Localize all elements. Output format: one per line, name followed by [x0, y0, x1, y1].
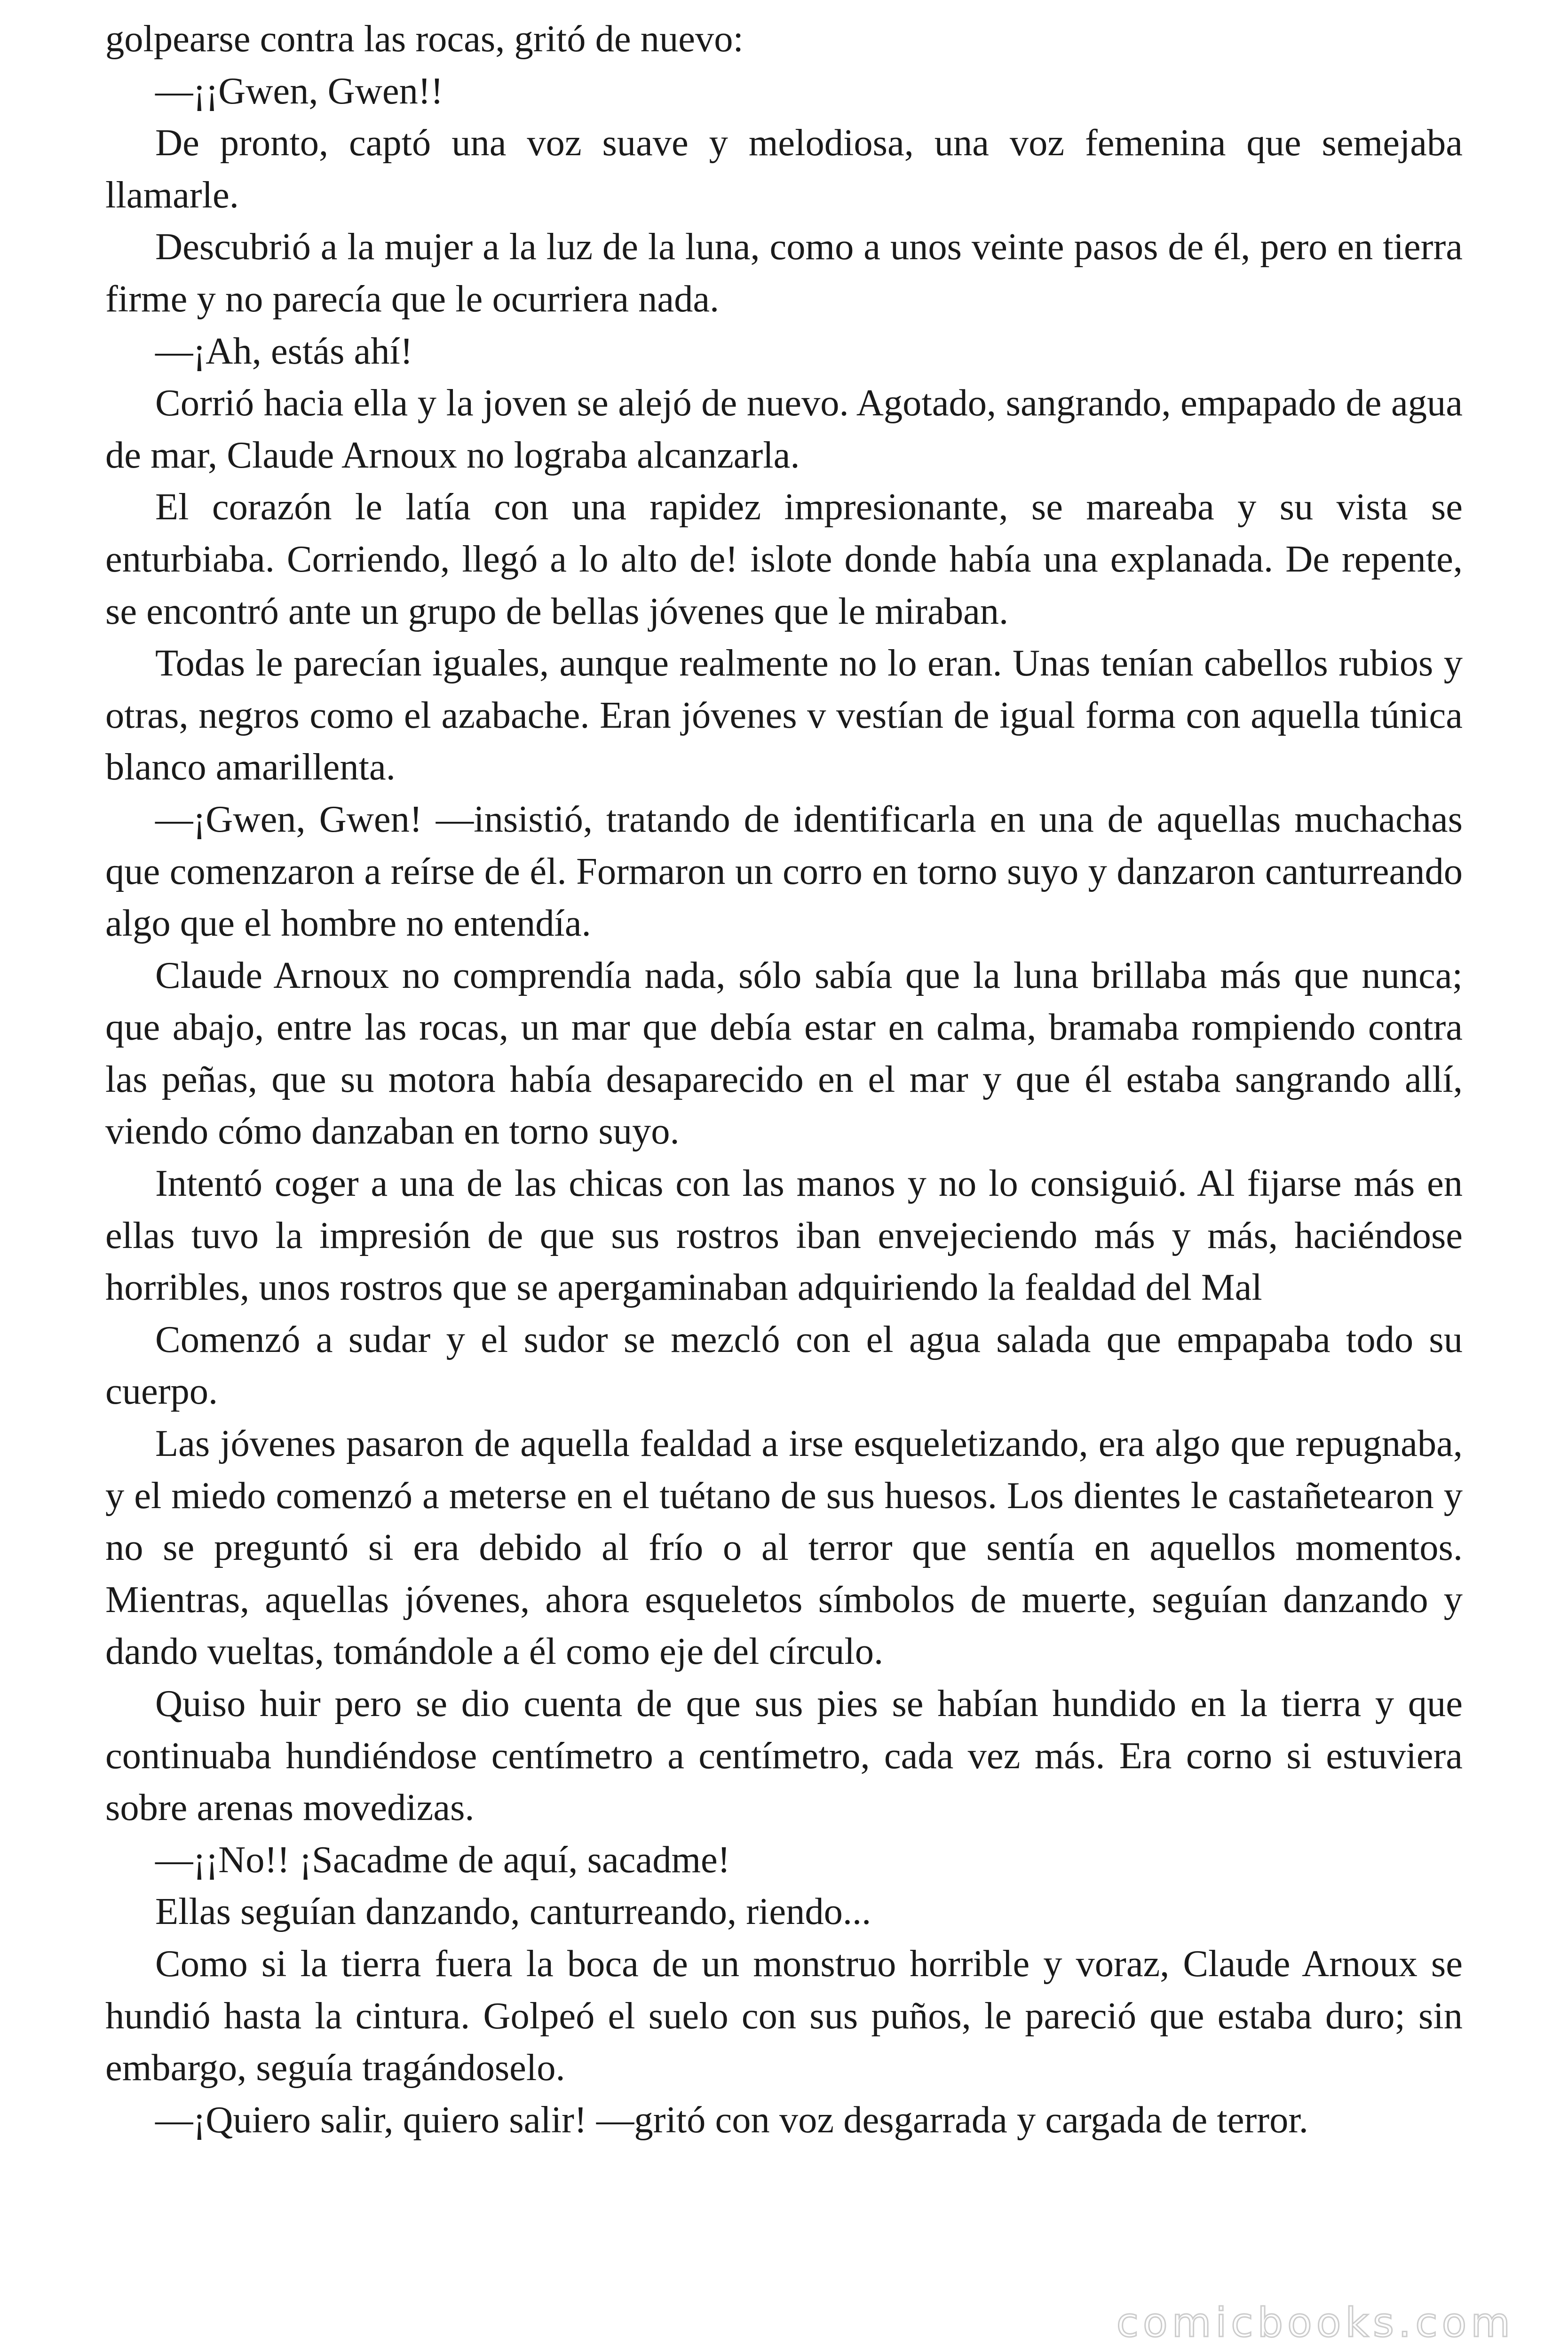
paragraph-1: golpearse contra las rocas, gritó de nuevo:	[105, 18, 744, 60]
paragraph-17: Como si la tierra fuera la boca de un monstruo horrible y voraz, Claude Arnoux se hundió hasta la cintura. Golpeó el suelo con sus puños, le pareció que estaba duro; sin embargo, seguía tragándoselo.	[105, 1942, 1463, 2089]
paragraph-15: —¡¡No!! ¡Sacadme de aquí, sacadme!	[155, 1838, 730, 1881]
paragraph-7: El corazón le latía con una rapidez impresionante, se mareaba y su vista se enturbiaba. Corriendo, llegó a lo alto de! islote donde había una explanada. De repente, se encontró ante un grupo de bellas jóvenes que le miraban.	[105, 486, 1463, 632]
paragraph-13: Las jóvenes pasaron de aquella fealdad a irse esqueletizando, era algo que repugnaba, y el miedo comenzó a meterse en el tuétano de sus huesos. Los dientes le castañetearon y no se preguntó si era debido al frío o al terror que sentía en aquellos momentos. Mientras, aquellas jóvenes, ahora esqueletos símbolos de muerte, seguían danzando y dando vueltas, tomándole a él como eje del círculo.	[105, 1422, 1463, 1673]
paragraph-14: Quiso huir pero se dio cuenta de que sus pies se habían hundido en la tierra y que continuaba hundiéndose centímetro a centímetro, cada vez más. Era corno si estuviera sobre arenas movedizas.	[105, 1683, 1463, 1829]
watermark: comicbooks.com	[1116, 2299, 1514, 2346]
paragraph-6: Corrió hacia ella y la joven se alejó de nuevo. Agotado, sangrando, empapado de agua de mar, Claude Arnoux no lograba alcanzarla.	[105, 382, 1463, 476]
paragraph-2: —¡¡Gwen, Gwen!!	[155, 70, 443, 112]
paragraph-3: De pronto, captó una voz suave y melodiosa, una voz femenina que semejaba llamarle.	[105, 122, 1463, 216]
page-body	[105, 13, 1463, 2146]
paragraph-16: Ellas seguían danzando, canturreando, riendo...	[155, 1891, 871, 1933]
paragraph-9: —¡Gwen, Gwen! —insistió, tratando de identificarla en una de aquellas muchachas que comenzaron a reírse de él. Formaron un corro en torno suyo y danzaron canturreando algo que el hombre no entendía.	[105, 798, 1463, 945]
paragraph-8: Todas le parecían iguales, aunque realmente no lo eran. Unas tenían cabellos rubios y otras, negros como el azabache. Eran jóvenes v vestían de igual forma con aquella túnica blanco amarillenta.	[105, 642, 1463, 788]
paragraph-18: —¡Quiero salir, quiero salir! —gritó con voz desgarrada y cargada de terror.	[155, 2098, 1308, 2141]
paragraph-12: Comenzó a sudar y el sudor se mezcló con el agua salada que empapaba todo su cuerpo.	[105, 1318, 1463, 1413]
paragraph-11: Intentó coger a una de las chicas con las manos y no lo consiguió. Al fijarse más en ellas tuvo la impresión de que sus rostros iban envejeciendo más y más, haciéndose horribles, unos rostros que se apergaminaban adquiriendo la fealdad del Mal	[105, 1162, 1463, 1309]
paragraph-5: —¡Ah, estás ahí!	[155, 330, 413, 372]
paragraph-10: Claude Arnoux no comprendía nada, sólo sabía que la luna brillaba más que nunca; que abajo, entre las rocas, un mar que debía estar en calma, bramaba rompiendo contra las peñas, que su motora había desaparecido en el mar y que él estaba sangrando allí, viendo cómo danzaban en torno suyo.	[105, 954, 1463, 1152]
paragraph-4: Descubrió a la mujer a la luz de la luna, como a unos veinte pasos de él, pero en tierra firme y no parecía que le ocurriera nada.	[105, 226, 1463, 320]
